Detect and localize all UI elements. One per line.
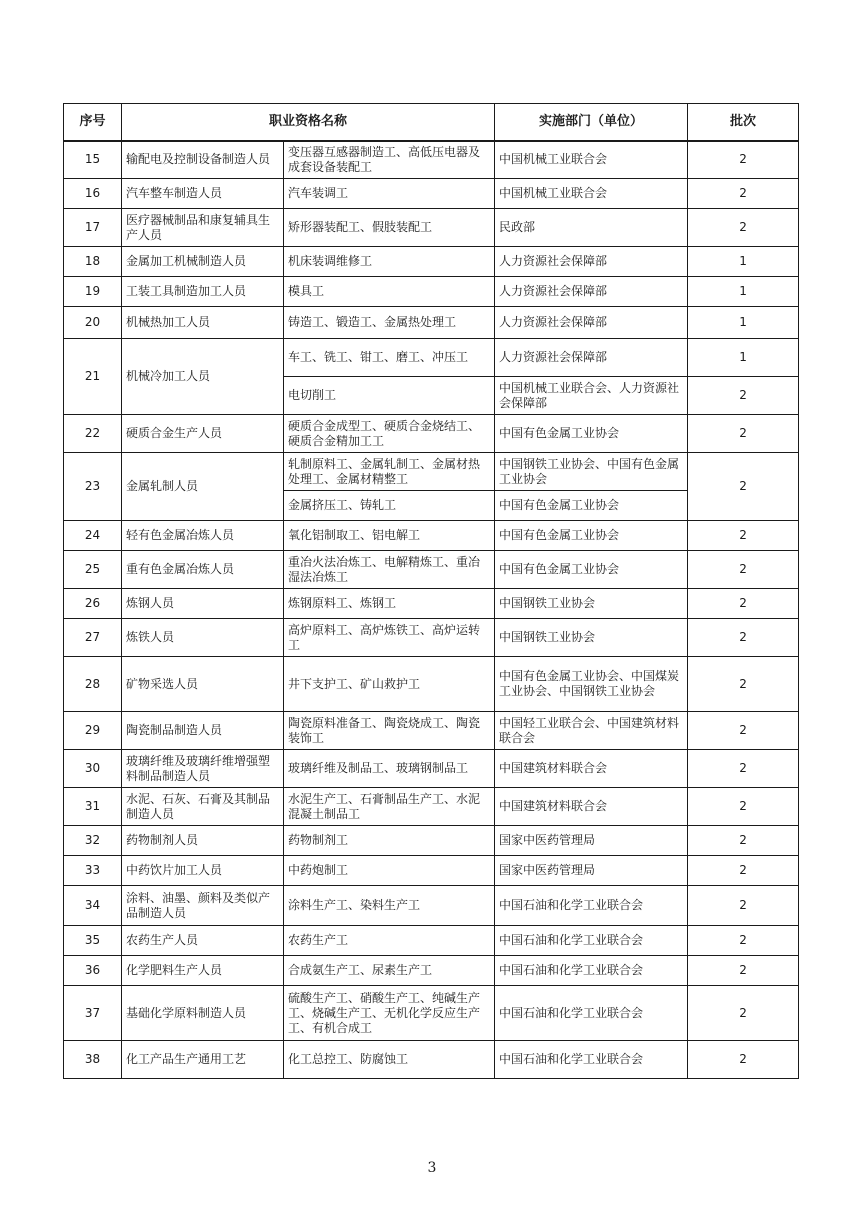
qualification-cell: 水泥生产工、石膏制品生产工、水泥混凝土制品工: [284, 788, 495, 826]
batch-cell: 2: [688, 986, 799, 1041]
table-row: [64, 886, 799, 926]
seq-cell: 20: [64, 307, 122, 339]
category-cell: 炼铁人员: [122, 619, 284, 657]
department-cell: 人力资源社会保障部: [495, 307, 688, 339]
department-cell: 中国钢铁工业协会、中国有色金属工业协会: [495, 453, 688, 491]
page-number: 3: [427, 1160, 437, 1176]
table-row: [64, 307, 799, 339]
header-seq: 序号: [64, 104, 122, 141]
table-row: [64, 826, 799, 856]
department-cell: 中国石油和化学工业联合会: [495, 886, 688, 926]
table-row: [64, 415, 799, 453]
batch-cell: 2: [688, 619, 799, 657]
qualification-cell: 硬质合金成型工、硬质合金烧结工、硬质合金精加工工: [284, 415, 495, 453]
qualification-cell: 中药炮制工: [284, 856, 495, 886]
seq-cell: 34: [64, 886, 122, 926]
qualification-cell: 电切削工: [284, 377, 495, 415]
table-row: [64, 141, 799, 179]
category-cell: 中药饮片加工人员: [122, 856, 284, 886]
seq-cell: 18: [64, 247, 122, 277]
seq-cell: 30: [64, 750, 122, 788]
category-cell: 水泥、石灰、石膏及其制品制造人员: [122, 788, 284, 826]
table-header-row: [64, 104, 799, 141]
category-cell: 基础化学原料制造人员: [122, 986, 284, 1041]
department-cell: 中国轻工业联合会、中国建筑材料联合会: [495, 712, 688, 750]
category-cell: 玻璃纤维及玻璃纤维增强塑料制品制造人员: [122, 750, 284, 788]
qualification-cell: 炼钢原料工、炼钢工: [284, 589, 495, 619]
category-cell: 机械冷加工人员: [122, 339, 284, 415]
qualification-cell: 玻璃纤维及制品工、玻璃钢制品工: [284, 750, 495, 788]
department-cell: 中国建筑材料联合会: [495, 750, 688, 788]
table-row: [64, 247, 799, 277]
qualification-cell: 涂料生产工、染料生产工: [284, 886, 495, 926]
table-body: [64, 141, 799, 1079]
qualification-cell: 模具工: [284, 277, 495, 307]
seq-cell: 32: [64, 826, 122, 856]
department-cell: 国家中医药管理局: [495, 826, 688, 856]
seq-cell: 33: [64, 856, 122, 886]
table-row: [64, 277, 799, 307]
table-row: [64, 1041, 799, 1079]
header-batch: 批次: [688, 104, 799, 141]
category-cell: 陶瓷制品制造人员: [122, 712, 284, 750]
qualification-cell: 变压器互感器制造工、高低压电器及成套设备装配工: [284, 141, 495, 179]
qualification-cell: 金属挤压工、铸轧工: [284, 491, 495, 521]
category-cell: 轻有色金属冶炼人员: [122, 521, 284, 551]
batch-cell: 2: [688, 179, 799, 209]
batch-cell: 2: [688, 788, 799, 826]
category-cell: 金属加工机械制造人员: [122, 247, 284, 277]
department-cell: 中国机械工业联合会、人力资源社会保障部: [495, 377, 688, 415]
qualification-cell: 轧制原料工、金属轧制工、金属材热处理工、金属材精整工: [284, 453, 495, 491]
seq-cell: 29: [64, 712, 122, 750]
table-row: [64, 179, 799, 209]
seq-cell: 24: [64, 521, 122, 551]
table-row: [64, 453, 799, 491]
table-row: [64, 986, 799, 1041]
qualification-cell: 汽车装调工: [284, 179, 495, 209]
qualification-cell: 氧化铝制取工、铝电解工: [284, 521, 495, 551]
category-cell: 机械热加工人员: [122, 307, 284, 339]
qualification-table: [63, 103, 799, 1079]
batch-cell: 2: [688, 377, 799, 415]
department-cell: 中国石油和化学工业联合会: [495, 956, 688, 986]
seq-cell: 25: [64, 551, 122, 589]
seq-cell: 31: [64, 788, 122, 826]
batch-cell: 2: [688, 886, 799, 926]
qualification-cell: 陶瓷原料准备工、陶瓷烧成工、陶瓷装饰工: [284, 712, 495, 750]
category-cell: 涂料、油墨、颜料及类似产品制造人员: [122, 886, 284, 926]
batch-cell: 2: [688, 856, 799, 886]
seq-cell: 23: [64, 453, 122, 521]
department-cell: 中国石油和化学工业联合会: [495, 926, 688, 956]
department-cell: 中国钢铁工业协会: [495, 589, 688, 619]
department-cell: 中国石油和化学工业联合会: [495, 986, 688, 1041]
department-cell: 人力资源社会保障部: [495, 277, 688, 307]
seq-cell: 27: [64, 619, 122, 657]
batch-cell: 1: [688, 277, 799, 307]
department-cell: 人力资源社会保障部: [495, 247, 688, 277]
department-cell: 中国有色金属工业协会: [495, 415, 688, 453]
qualification-cell: 井下支护工、矿山救护工: [284, 657, 495, 712]
category-cell: 汽车整车制造人员: [122, 179, 284, 209]
category-cell: 金属轧制人员: [122, 453, 284, 521]
batch-cell: 2: [688, 141, 799, 179]
table-row: [64, 339, 799, 377]
qualification-cell: 机床装调维修工: [284, 247, 495, 277]
department-cell: 中国石油和化学工业联合会: [495, 1041, 688, 1079]
seq-cell: 19: [64, 277, 122, 307]
seq-cell: 35: [64, 926, 122, 956]
category-cell: 化学肥料生产人员: [122, 956, 284, 986]
batch-cell: 2: [688, 826, 799, 856]
batch-cell: 2: [688, 551, 799, 589]
table-row: [64, 856, 799, 886]
batch-cell: 2: [688, 1041, 799, 1079]
seq-cell: 37: [64, 986, 122, 1041]
table-row: [64, 926, 799, 956]
batch-cell: 1: [688, 247, 799, 277]
batch-cell: 2: [688, 657, 799, 712]
qualification-cell: 车工、铣工、钳工、磨工、冲压工: [284, 339, 495, 377]
header-qualification-name: 职业资格名称: [122, 104, 495, 141]
department-cell: 中国建筑材料联合会: [495, 788, 688, 826]
batch-cell: 2: [688, 926, 799, 956]
department-cell: 中国有色金属工业协会: [495, 521, 688, 551]
seq-cell: 28: [64, 657, 122, 712]
batch-cell: 2: [688, 521, 799, 551]
table-row: [64, 619, 799, 657]
category-cell: 炼钢人员: [122, 589, 284, 619]
seq-cell: 15: [64, 141, 122, 179]
department-cell: 中国机械工业联合会: [495, 179, 688, 209]
table-row: [64, 551, 799, 589]
seq-cell: 21: [64, 339, 122, 415]
category-cell: 硬质合金生产人员: [122, 415, 284, 453]
qualification-cell: 重冶火法冶炼工、电解精炼工、重冶湿法冶炼工: [284, 551, 495, 589]
batch-cell: 2: [688, 415, 799, 453]
batch-cell: 1: [688, 339, 799, 377]
department-cell: 中国有色金属工业协会: [495, 491, 688, 521]
batch-cell: 2: [688, 750, 799, 788]
table-row: [64, 956, 799, 986]
department-cell: 国家中医药管理局: [495, 856, 688, 886]
qualification-cell: 高炉原料工、高炉炼铁工、高炉运转工: [284, 619, 495, 657]
qualification-cell: 农药生产工: [284, 926, 495, 956]
table-row: [64, 712, 799, 750]
category-cell: 农药生产人员: [122, 926, 284, 956]
seq-cell: 36: [64, 956, 122, 986]
category-cell: 化工产品生产通用工艺: [122, 1041, 284, 1079]
batch-cell: 1: [688, 307, 799, 339]
seq-cell: 17: [64, 209, 122, 247]
department-cell: 民政部: [495, 209, 688, 247]
batch-cell: 2: [688, 956, 799, 986]
category-cell: 工装工具制造加工人员: [122, 277, 284, 307]
category-cell: 药物制剂人员: [122, 826, 284, 856]
table-row: [64, 521, 799, 551]
department-cell: 中国有色金属工业协会: [495, 551, 688, 589]
seq-cell: 26: [64, 589, 122, 619]
table-row: [64, 209, 799, 247]
qualification-cell: 硫酸生产工、硝酸生产工、纯碱生产工、烧碱生产工、无机化学反应生产工、有机合成工: [284, 986, 495, 1041]
qualification-cell: 合成氨生产工、尿素生产工: [284, 956, 495, 986]
header-department: 实施部门（单位）: [495, 104, 688, 141]
category-cell: 矿物采选人员: [122, 657, 284, 712]
qualification-cell: 铸造工、锻造工、金属热处理工: [284, 307, 495, 339]
seq-cell: 16: [64, 179, 122, 209]
department-cell: 人力资源社会保障部: [495, 339, 688, 377]
category-cell: 重有色金属冶炼人员: [122, 551, 284, 589]
batch-cell: 2: [688, 589, 799, 619]
batch-cell: 2: [688, 712, 799, 750]
category-cell: 输配电及控制设备制造人员: [122, 141, 284, 179]
table-row: [64, 788, 799, 826]
table-row: [64, 750, 799, 788]
batch-cell: 2: [688, 453, 799, 521]
department-cell: 中国有色金属工业协会、中国煤炭工业协会、中国钢铁工业协会: [495, 657, 688, 712]
qualification-cell: 矫形器装配工、假肢装配工: [284, 209, 495, 247]
qualification-cell: 化工总控工、防腐蚀工: [284, 1041, 495, 1079]
category-cell: 医疗器械制品和康复辅具生产人员: [122, 209, 284, 247]
department-cell: 中国机械工业联合会: [495, 141, 688, 179]
qualification-cell: 药物制剂工: [284, 826, 495, 856]
table-row: [64, 589, 799, 619]
table-row: [64, 657, 799, 712]
seq-cell: 38: [64, 1041, 122, 1079]
department-cell: 中国钢铁工业协会: [495, 619, 688, 657]
seq-cell: 22: [64, 415, 122, 453]
batch-cell: 2: [688, 209, 799, 247]
